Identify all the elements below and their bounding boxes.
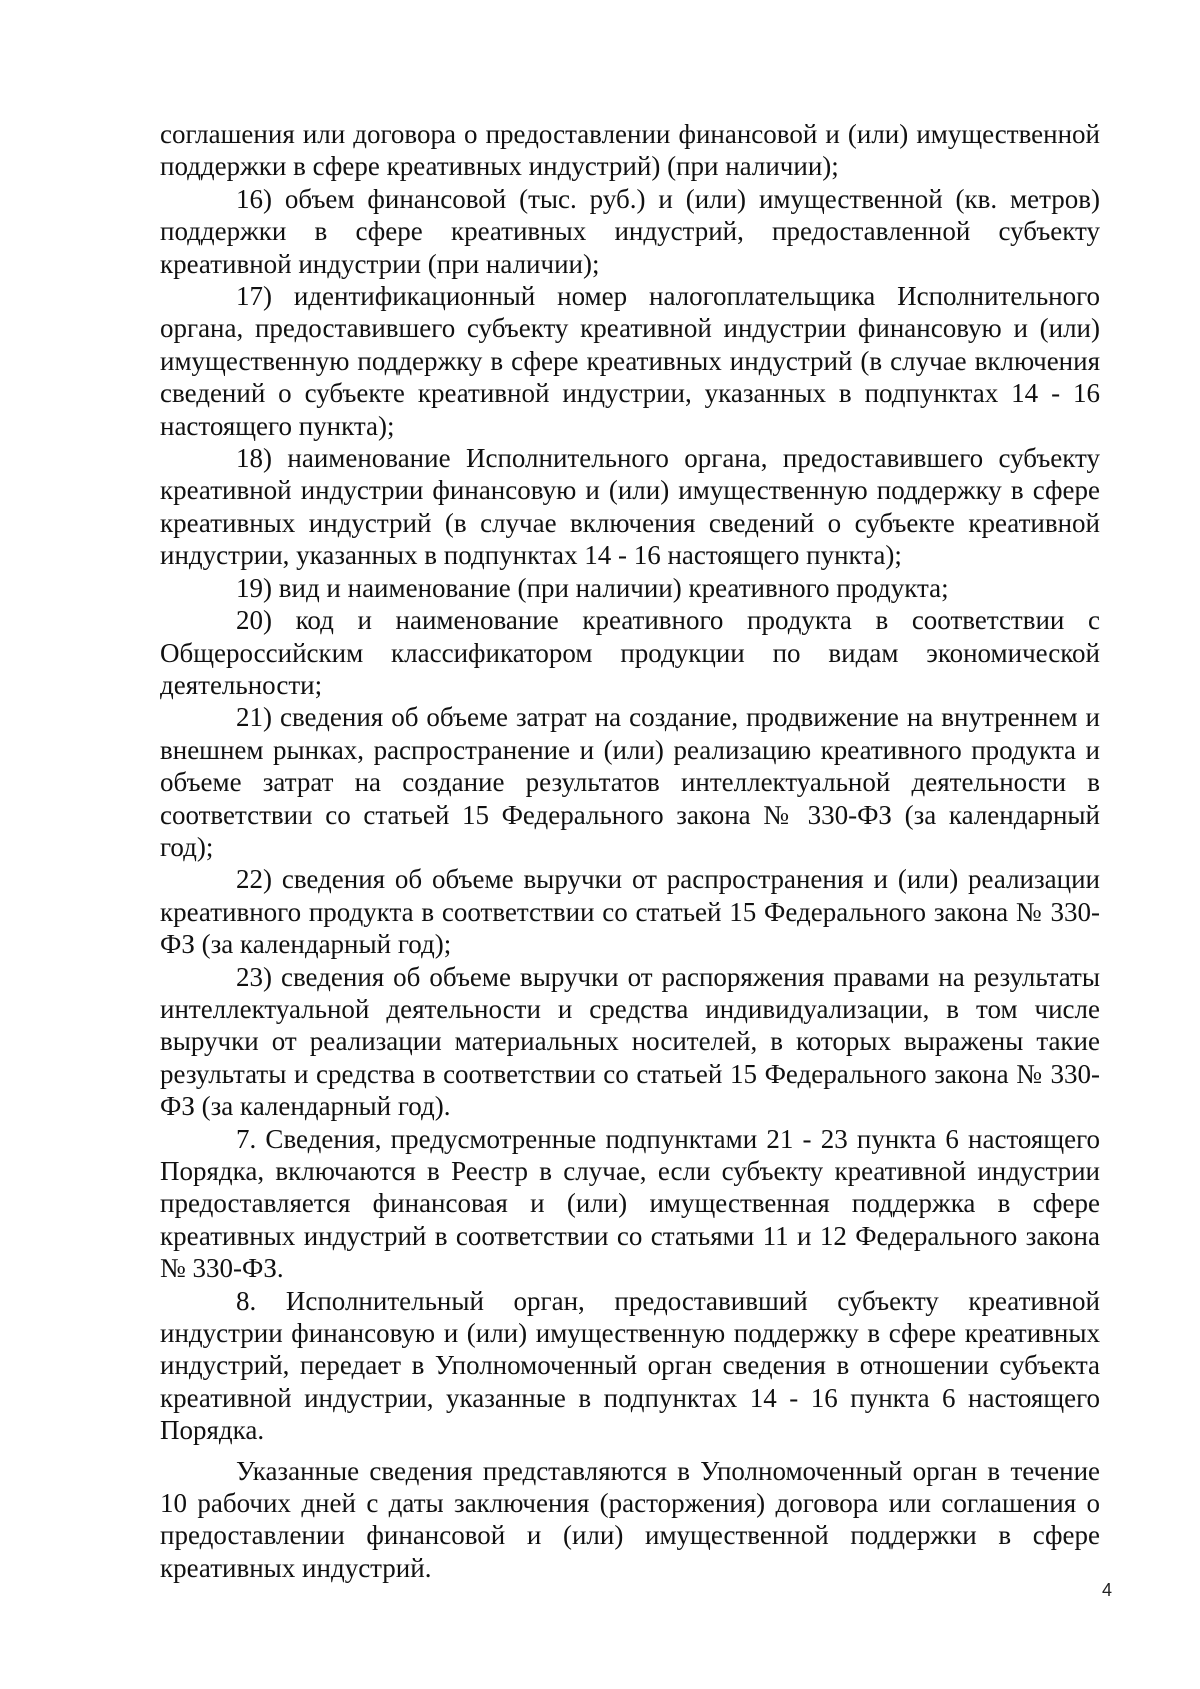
- paragraph-section-7: 7. Сведения, предусмотренные подпунктами 21 - 23 пункта 6 настоящего Порядка, включаются в Реестр в случае, если субъекту креативной индустрии предоставляется финансовая и (или) имущественная поддержка в сфере креативных индустрий в соответствии со статьями 11 и 12 Федерального закона № 330-ФЗ.: [160, 1123, 1100, 1284]
- paragraph-section-8: 8. Исполнительный орган, предоставивший субъекту креативной индустрии финансовую и (или) имущественную поддержку в сфере креативных индустрий, передает в Уполномоченный орган сведения в отношении субъекта креативной индустрии, указанные в подпунктах 14 - 16 пункта 6 настоящего Порядка.: [160, 1285, 1100, 1446]
- paragraph-item-21: 21) сведения об объеме затрат на создание, продвижение на внутреннем и внешнем рынках, распространение и (или) реализацию креативного продукта и объеме затрат на создание результатов интеллектуальной деятельности в соответствии со статьей 15 Федерального закона № 330-ФЗ (за календарный год);: [160, 702, 1100, 862]
- paragraph-item-23: 23) сведения об объеме выручки от распоряжения правами на результаты интеллектуальной деятельности и средства индивидуализации, в том числе выручки от реализации материальных носителей, в которых выражены такие результаты и средства в соответствии со статьей 15 Федерального закона № 330-ФЗ (за календарный год).: [160, 961, 1100, 1122]
- paragraph-item-16: 16) объем финансовой (тыс. руб.) и (или) имущественной (кв. метров) поддержки в сфере креативных индустрий, предоставленной субъекту креативной индустрии (при наличии);: [160, 183, 1100, 279]
- paragraph-item-20: 20) код и наименование креативного продукта в соответствии с Общероссийским классификатором продукции по видам экономической деятельности;: [160, 605, 1100, 700]
- paragraph-item-19: 19) вид и наименование (при наличии) креативного продукта;: [236, 572, 949, 603]
- paragraph-item-22: 22) сведения об объеме выручки от распространения и (или) реализации креативного продукта в соответствии со статьей 15 Федерального закона № 330-ФЗ (за календарный год);: [160, 864, 1100, 960]
- paragraph-item-17: 17) идентификационный номер налогоплательщика Исполнительного органа, предоставившего субъекту креативной индустрии финансовую и (или) имущественную поддержку в сфере креативных индустрий (в случае включения сведений о субъекте креативной индустрии, указанных в подпунктах 14 - 16 настоящего пункта);: [160, 281, 1100, 441]
- paragraph-section-8-note: Указанные сведения представляются в Уполномоченный орган в течение 10 рабочих дней с даты заключения (расторжения) договора или соглашения о предоставлении финансовой и (или) имущественной поддержки в сфере креативных индустрий.: [160, 1455, 1100, 1583]
- page-number: 4: [1101, 1580, 1112, 1600]
- paragraph-item-18: 18) наименование Исполнительного органа, предоставившего субъекту креативной индустрии финансовую и (или) имущественную поддержку в сфере креативных индустрий (в случае включения сведений о субъекте креативной индустрии, указанных в подпунктах 14 - 16 настоящего пункта);: [160, 443, 1100, 571]
- document-page-body: [160, 118, 1100, 1584]
- paragraph-continuation: соглашения или договора о предоставлении финансовой и (или) имущественной поддержки в сфере креативных индустрий) (при наличии);: [160, 119, 1100, 182]
